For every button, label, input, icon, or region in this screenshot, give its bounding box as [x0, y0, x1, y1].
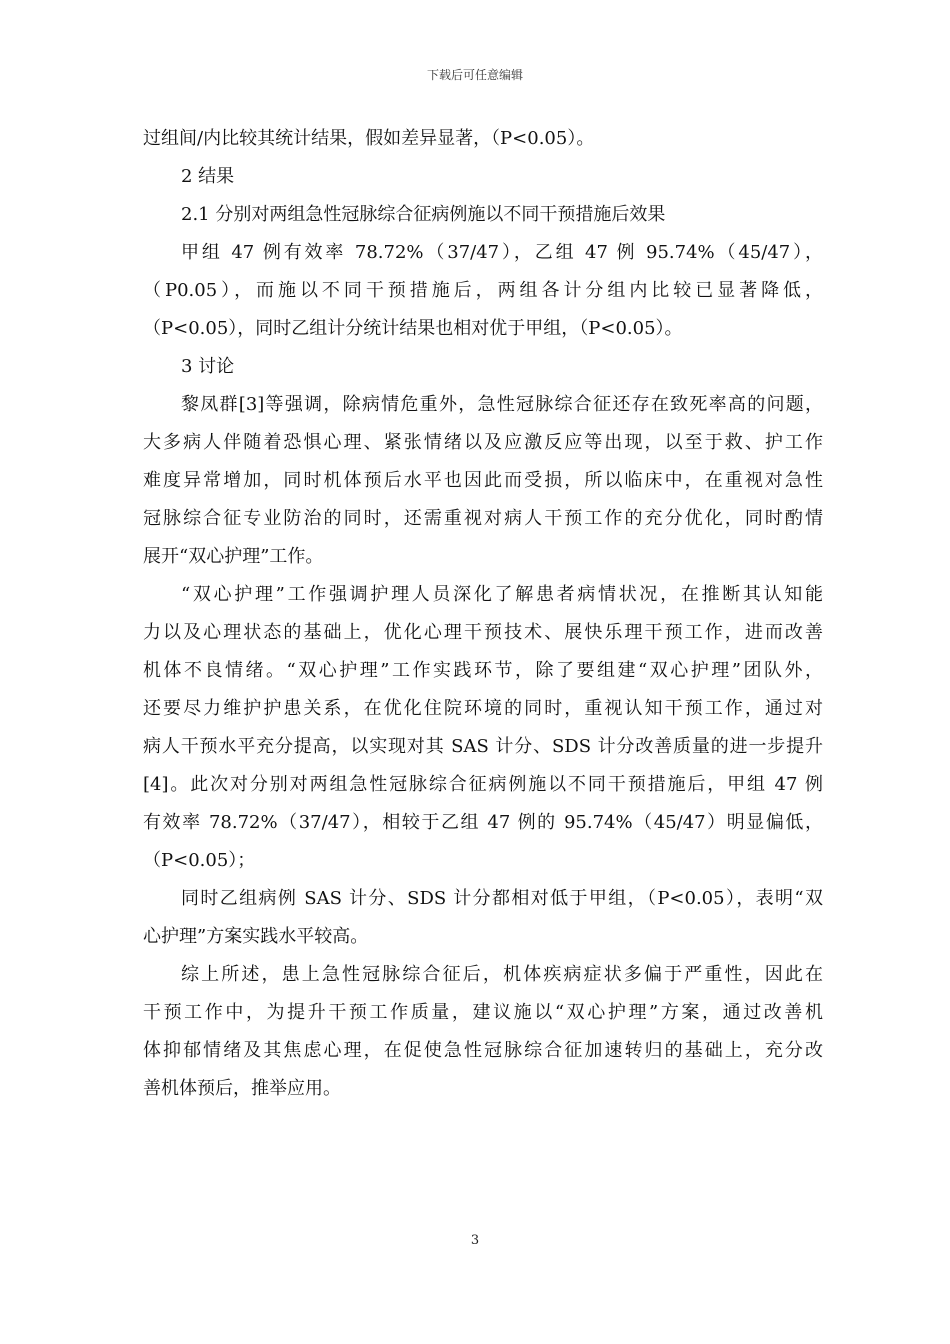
text-line: 甲组 47 例有效率 78.72%（37/47），乙组 47 例 95.74%（45/47），: [181, 242, 823, 263]
text-line: 过组间/内比较其统计结果，假如差异显著，（P<0.05）。: [143, 128, 595, 149]
text-line: 综上所述，患上急性冠脉综合征后，机体疾病症状多偏于严重性，因此在: [181, 964, 823, 985]
subsection-heading: 2.1 分别对两组急性冠脉综合征病例施以不同干预措施后效果: [181, 204, 666, 225]
text-line: （P0.05），而施以不同干预措施后，两组各计分组内比较已显著降低，: [143, 280, 823, 301]
text-line: 有效率 78.72%（37/47），相较于乙组 47 例的 95.74%（45/47）明显偏低，: [143, 812, 823, 833]
text-line: 心护理”方案实践水平较高。: [143, 926, 369, 947]
document-body: [143, 120, 823, 1108]
text-line: [4]。此次对分别对两组急性冠脉综合征病例施以不同干预措施后，甲组 47 例: [143, 774, 823, 795]
text-line: 力以及心理状态的基础上，优化心理干预技术、展快乐理干预工作，进而改善: [143, 622, 823, 643]
section-heading: 2 结果: [181, 166, 235, 187]
text-line: 大多病人伴随着恐惧心理、紧张情绪以及应激反应等出现，以至于救、护工作: [143, 432, 823, 453]
text-line: （P<0.05）；: [143, 850, 256, 871]
text-line: 还要尽力维护护患关系，在优化住院环境的同时，重视认知干预工作，通过对: [143, 698, 823, 719]
page-header: 下载后可任意编辑: [426, 68, 523, 82]
text-line: （P<0.05），同时乙组计分统计结果也相对优于甲组，（P<0.05）。: [143, 318, 683, 339]
text-line: 干预工作中，为提升干预工作质量，建议施以“双心护理”方案，通过改善机: [143, 1002, 823, 1023]
section-heading: 3 讨论: [181, 356, 235, 377]
text-line: “双心护理”工作强调护理人员深化了解患者病情状况，在推断其认知能: [181, 584, 823, 605]
text-line: 同时乙组病例 SAS 计分、SDS 计分都相对低于甲组，（P<0.05），表明“双: [181, 888, 823, 909]
text-line: 善机体预后，推举应用。: [143, 1078, 341, 1099]
page-number: 3: [470, 1233, 480, 1248]
text-line: 体抑郁情绪及其焦虑心理，在促使急性冠脉综合征加速转归的基础上，充分改: [143, 1040, 823, 1061]
text-line: 黎凤群[3]等强调，除病情危重外，急性冠脉综合征还存在致死率高的问题，: [181, 394, 823, 415]
text-line: 病人干预水平充分提高，以实现对其 SAS 计分、SDS 计分改善质量的进一步提升: [143, 736, 823, 757]
text-line: 展开“双心护理”工作。: [143, 546, 324, 567]
text-line: 机体不良情绪。“双心护理”工作实践环节，除了要组建“双心护理”团队外，: [143, 660, 823, 681]
text-line: 难度异常增加，同时机体预后水平也因此而受损，所以临床中，在重视对急性: [143, 470, 823, 491]
text-line: 冠脉综合征专业防治的同时，还需重视对病人干预工作的充分优化，同时酌情: [143, 508, 823, 529]
